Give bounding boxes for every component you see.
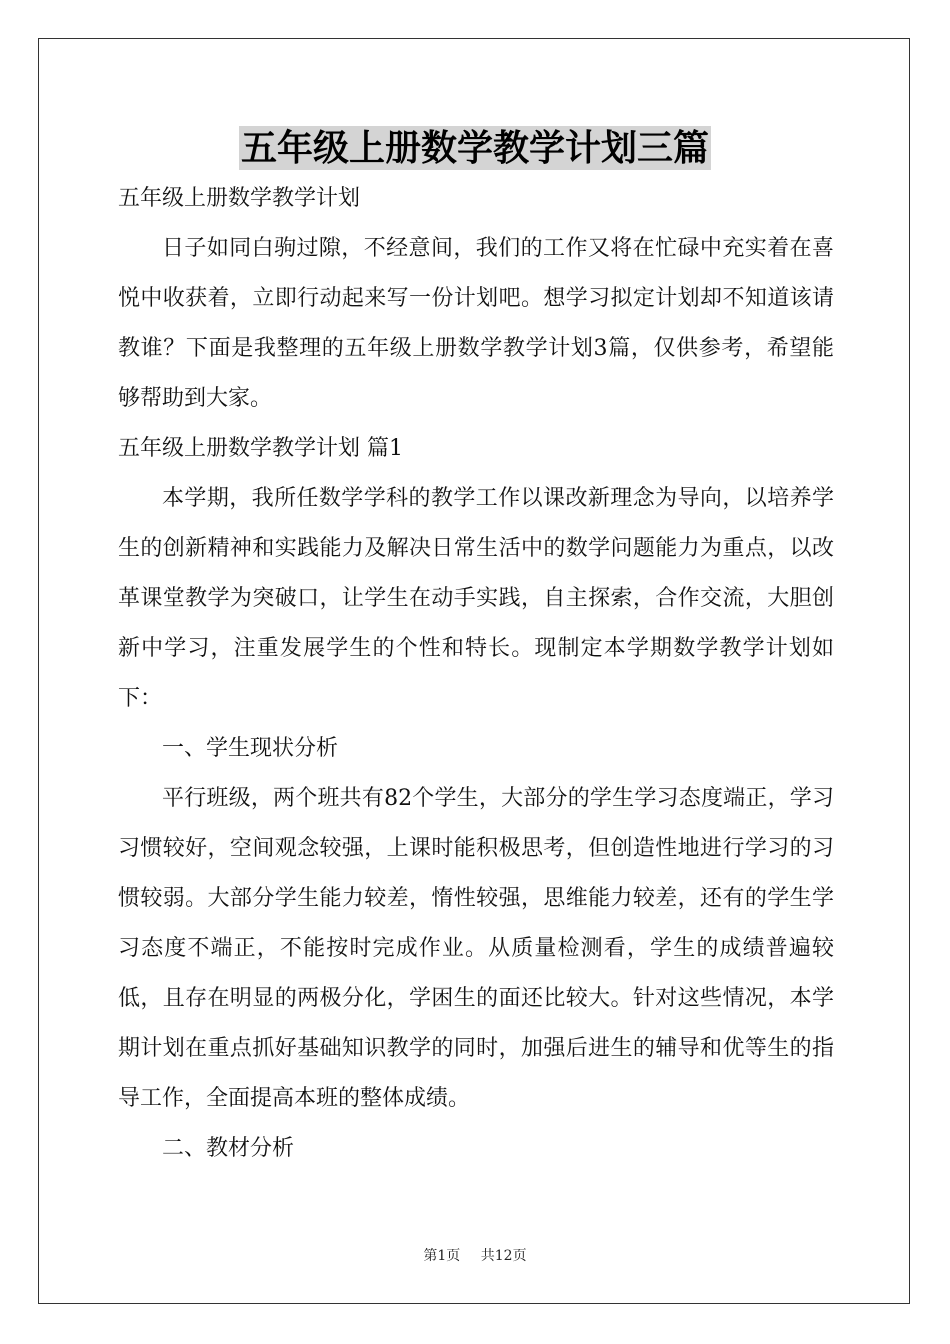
page-total: 共12页 <box>480 1248 527 1264</box>
part1-intro-paragraph: 本学期，我所任数学学科的教学工作以课改新理念为导向，以培养学生的创新精神和实践能力及解决日常生活中的数学问题能力为重点，以改革课堂教学为突破口，让学生在动手实践，自主探索，合作交流，大胆创新中学习，注重发展学生的个性和特长。现制定本学期数学教学计划如下： <box>118 486 834 711</box>
heading-student-analysis: 一、学生现状分析 <box>162 736 339 761</box>
document-title: 五年级上册数学教学计划三篇 <box>240 127 709 169</box>
intro-paragraph: 日子如同白驹过隙，不经意间，我们的工作又将在忙碌中充实着在喜悦中收获着，立即行动起来写一份计划吧。想学习拟定计划却不知道该请教谁？下面是我整理的五年级上册数学教学计划3篇，仅供参考，希望能够帮助到大家。 <box>118 236 834 411</box>
student-analysis-paragraph: 平行班级，两个班共有82个学生，大部分的学生学习态度端正，学习习惯较好，空间观念较强，上课时能积极思考，但创造性地进行学习的习惯较弱。大部分学生能力较差，惰性较强，思维能力较差，还有的学生学习态度不端正，不能按时完成作业。从质量检测看，学生的成绩普遍较低，且存在明显的两极分化，学困生的面还比较大。针对这些情况，本学期计划在重点抓好基础知识教学的同时，加强后进生的辅导和优等生的指导工作，全面提高本班的整体成绩。 <box>118 786 834 1111</box>
page-footer <box>0 1246 950 1266</box>
heading-textbook-analysis: 二、教材分析 <box>162 1136 295 1161</box>
title-container <box>0 126 950 170</box>
page-number: 第1页 <box>423 1248 461 1264</box>
document-body <box>118 174 834 1174</box>
section-heading-part1: 五年级上册数学教学计划 篇1 <box>118 436 403 461</box>
subtitle-line: 五年级上册数学教学计划 <box>118 186 361 211</box>
